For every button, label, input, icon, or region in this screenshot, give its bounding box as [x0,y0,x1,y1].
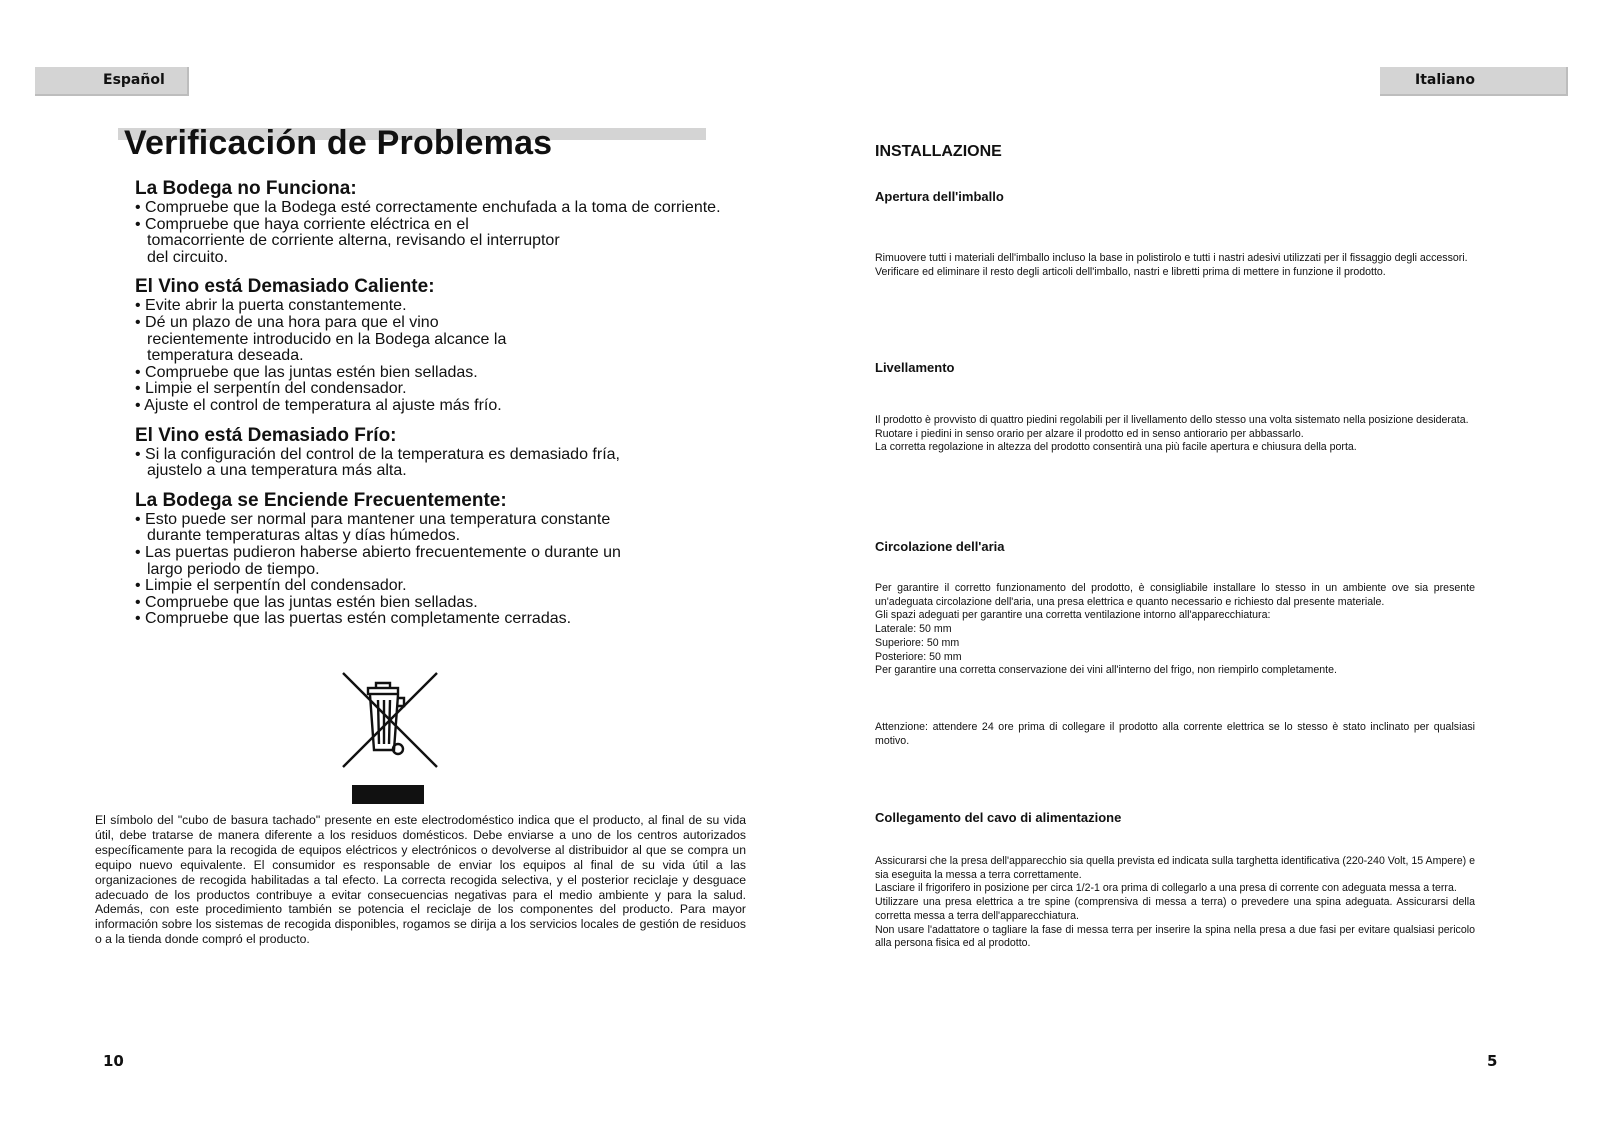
section-livellamento [875,360,1475,375]
weee-disposal-text: El símbolo del "cubo de basura tachado" presente en este electrodoméstico indica que el producto, al final de su vida útil, debe tratarse de manera diferente a los residuos domésticos. Debe enviarse a uno de los centros autorizados específicamente para la recogida de equipos eléctricos y electrónicos o devolverse al distribuidor al que se compra un equipo nuevo equivalente. El consumidor es responsable de enviar los equipos al final de su vida útil a las organizaciones de recogida habilitadas a tal efecto. La correcta recogida selectiva, y el posterior reciclaje y desguace adecuado de los productos contribuye a evitar consecuencias negativas para el medio ambiente y para la salud. Además, con este procedimiento también se potencia el reciclaje de los componentes del producto. Para mayor información sobre los sistemas de recogida disponibles, rogamos se dirija a los servicios locales de gestión de residuos o a la tienda donde compró el producto. [95,813,746,947]
tab-label: Español [103,72,165,88]
section-vino-frio [135,425,755,480]
subsection-heading: Collegamento del cavo di alimentazione [875,810,1122,825]
section-heading: La Bodega se Enciende Frecuentemente: [135,489,507,511]
list-item: • Si la configuración del control de la temperatura es demasiado fría, ajustelo a una temperatura más alta. [135,447,657,480]
list-item: • Limpie el serpentín del condensador. [135,578,755,595]
list-item: • Evite abrir la puerta constantemente. [135,298,755,315]
section-bodega-no-funciona [135,178,755,266]
list-item: • Compruebe que haya corriente eléctrica en el tomacorriente de corriente alterna, revisando el interruptor del circuito. [135,217,567,267]
list-item: • Compruebe que las juntas estén bien selladas. [135,365,755,382]
section-enciende-frecuentemente [135,490,755,628]
section-attenzione [875,721,1475,748]
section-heading: El Vino está Demasiado Caliente: [135,276,435,298]
page-number-left: 10 [103,1052,124,1070]
list-item: • Compruebe que las juntas estén bien selladas. [135,595,755,612]
list-item: • Compruebe que la Bodega esté correctamente enchufada a la toma de corriente. [135,200,755,217]
page-number-right: 5 [1487,1052,1498,1070]
section-vino-caliente [135,276,755,414]
paragraph: Il prodotto è provvisto di quattro piedini regolabili per il livellamento dello stesso una volta sistemato nella posizione desiderata. Ruotare i piedini in senso orario per alzare il prodotto ed in senso antiorario per abbassarlo. La corretta regolazione in altezza del prodotto consentirà una più facile apertura e chiusura della porta. [875,414,1469,454]
crossed-out-bin-icon [340,670,440,770]
section-heading: La Bodega no Funciona: [135,178,357,199]
installazione-block [875,143,1475,161]
subsection-heading: Livellamento [875,360,955,375]
list-item: • Compruebe que las puertas estén completamente cerradas. [135,611,755,628]
language-tab-italian [1380,67,1568,96]
section-circolazione-body [875,582,1475,678]
weee-bar [352,785,424,804]
subsection-heading: Apertura dell'imballo [875,189,1004,204]
list-item: • Ajuste el control de temperatura al ajuste más frío. [135,398,755,415]
language-tab-spanish [35,67,189,96]
section-circolazione [875,539,1475,554]
list-item: • Las puertas pudieron haberse abierto frecuentemente o durante un largo periodo de tiempo. [135,545,657,578]
section-collegamento [875,810,1475,825]
section-livellamento-body [875,414,1475,455]
subsection-heading: Circolazione dell'aria [875,539,1005,554]
section-title: INSTALLAZIONE [875,143,1002,160]
paragraph: Assicurarsi che la presa dell'apparecchio sia quella prevista ed indicata sulla targhetta identificativa (220-240 Volt, 15 Ampere) e sia eseguita la messa a terra correttamente. Lasciare il frigorifero in posizione per circa 1/2-1 ora prima di collegarlo a una presa di corrente con adeguata messa a terra. Utilizzare una presa elettrica a tre spine (comprensiva di messa a terra) o prevedere una spina adeguata. Assicurarsi della corretta messa a terra dell'apparecchiatura. Non usare l'adattatore o tagliare la fase di messa terra per inserire la spina nella presa a due fasi per evitare qualsiasi pericolo alla persona fisica ed al prodotto. [875,855,1475,950]
troubleshooting-list [135,178,755,638]
section-collegamento-body [875,855,1475,951]
paragraph: Rimuovere tutti i materiali dell'imballo incluso la base in polistirolo e tutti i nastri adesivi utilizzati per il fissaggio degli accessori. Verificare ed eliminare il resto degli articoli dell'imballo, nastri e libretti prima di mettere in funzione il prodotto. [875,252,1468,278]
section-apertura-body [875,252,1475,279]
list-item: • Dé un plazo de una hora para que el vino recientemente introducido en la Bodega alcance la temperatura deseada. [135,315,532,365]
section-heading: El Vino está Demasiado Frío: [135,424,397,446]
list-item: • Limpie el serpentín del condensador. [135,381,755,398]
paragraph: Per garantire il corretto funzionamento del prodotto, è consigliabile installare lo stesso in un ambiente ove sia presente un'adeguata circolazione dell'aria, una presa elettrica e quanto necessario e richiesto dal presente materiale. Gli spazi adeguati per garantire una corretta ventilazione intorno all'apparecchiatura: Laterale: 50 mm Superiore: 50 mm Posteriore: 50 mm Per garantire una corretta conservazione dei vini all'interno del frigo, non riempirlo completamente. [875,582,1475,677]
paragraph: Attenzione: attendere 24 ore prima di collegare il prodotto alla corrente elettrica se lo stesso è stato inclinato per qualsiasi motivo. [875,721,1475,747]
list-item: • Esto puede ser normal para mantener una temperatura constante durante temperaturas altas y días húmedos. [135,512,642,545]
tab-label: Italiano [1415,72,1475,88]
page-title: Verificación de Problemas [124,124,553,162]
section-apertura [875,189,1475,204]
